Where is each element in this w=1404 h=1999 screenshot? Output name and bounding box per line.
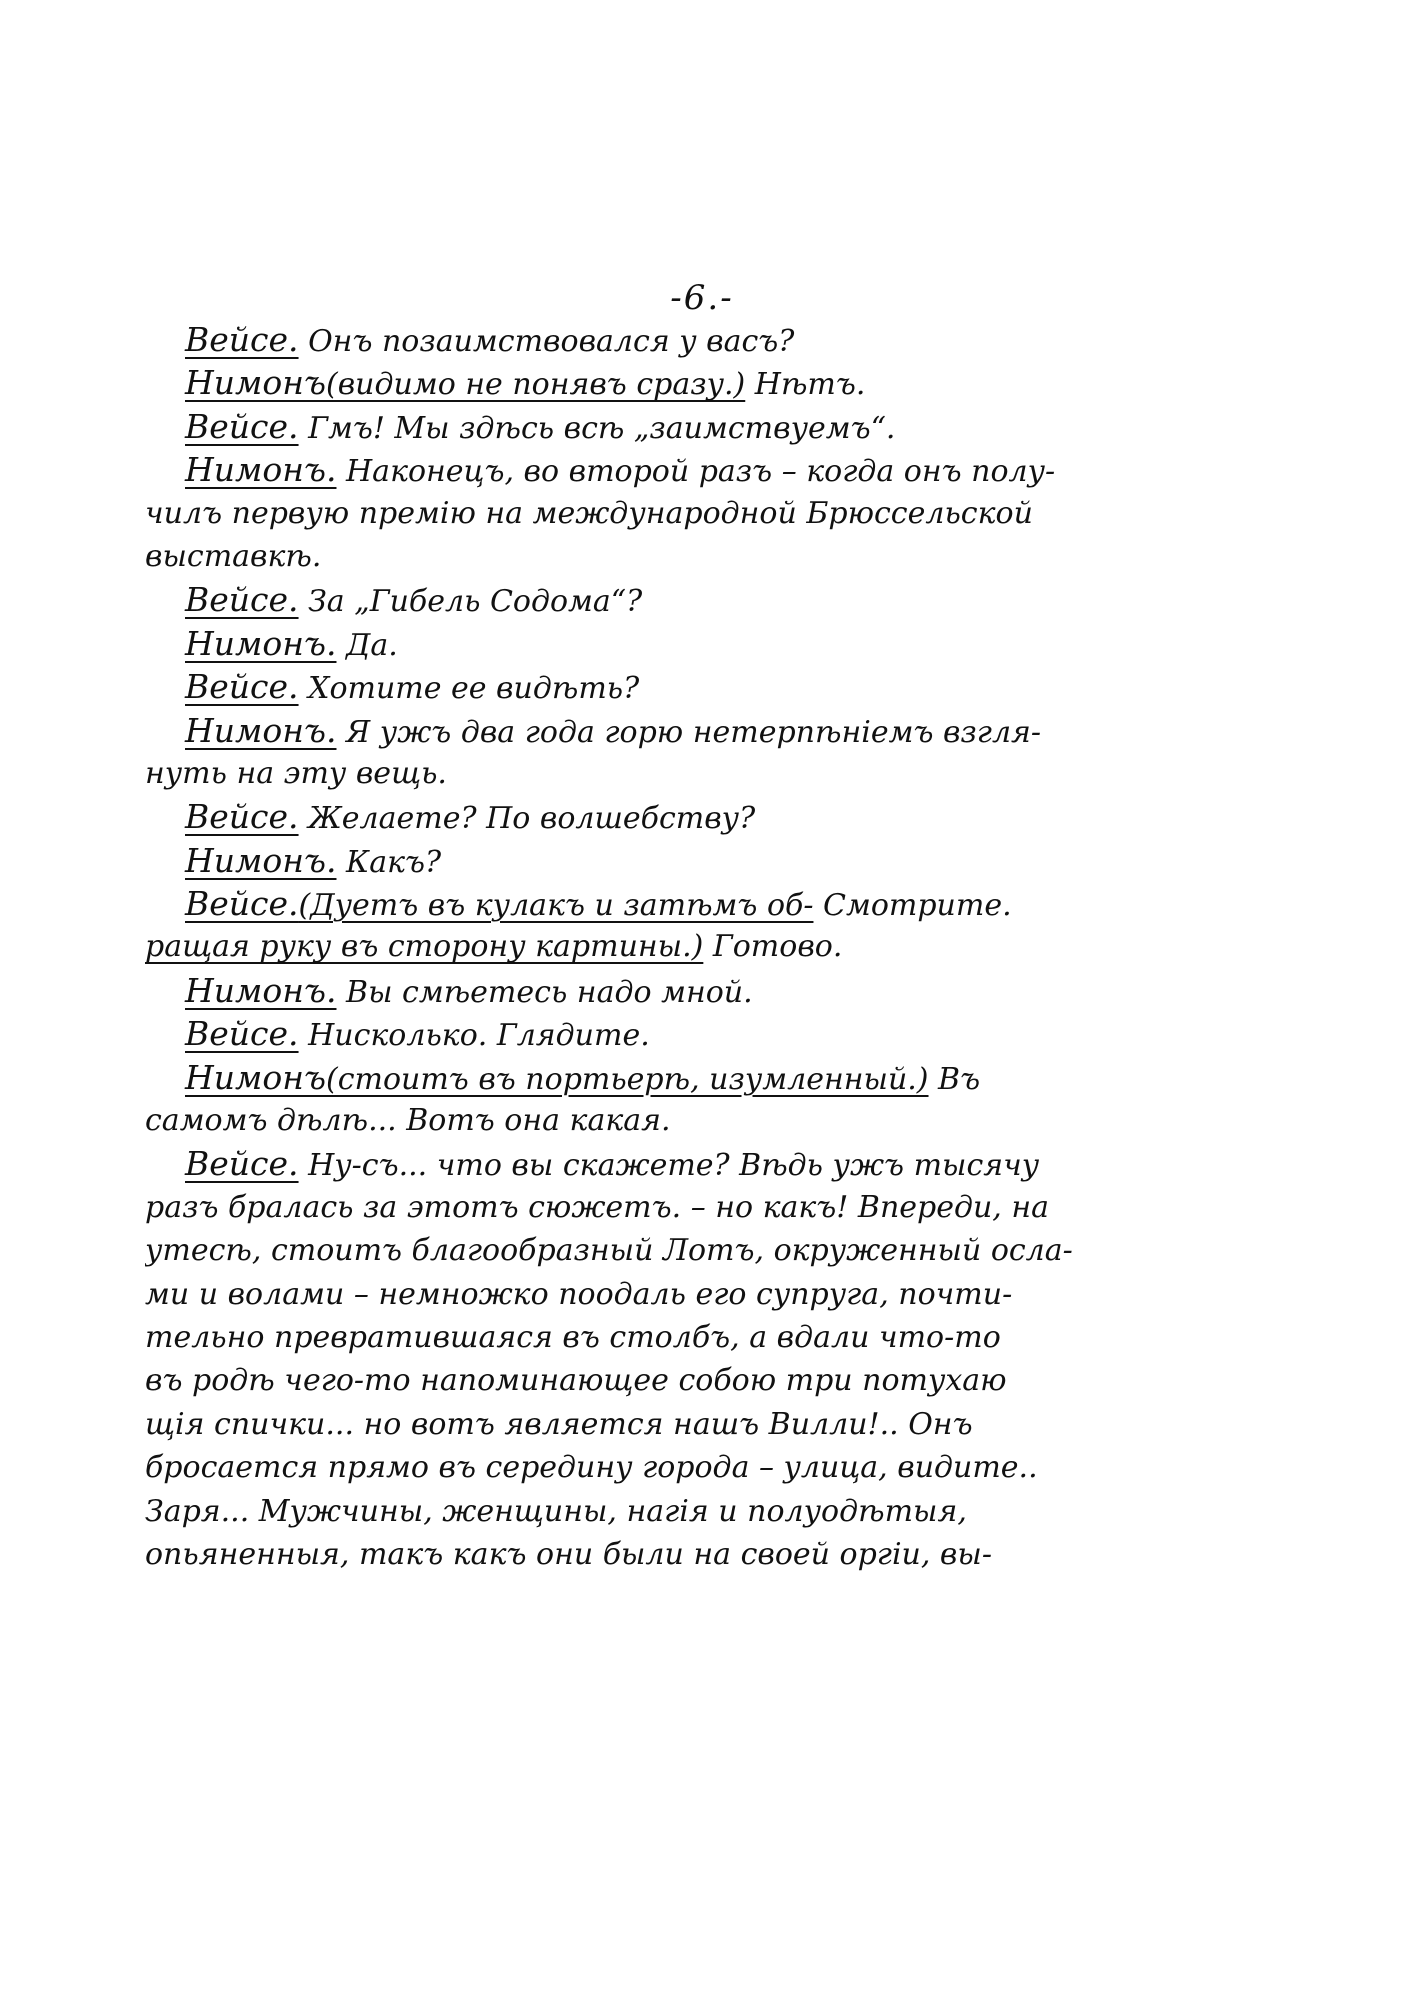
line-text: выставкѣ. <box>145 538 322 574</box>
text-line <box>145 578 1275 621</box>
speaker-name: Нимонъ. <box>185 840 337 880</box>
line-text: тельно превратившаяся въ столбъ, а вдали что-то <box>145 1319 1001 1355</box>
text-line <box>145 1446 1275 1489</box>
line-text: Вы смѣетесь надо мной. <box>336 974 753 1010</box>
speaker-name: Вейсе. <box>185 406 299 446</box>
text-line <box>145 535 1275 578</box>
text-line <box>145 1490 1275 1533</box>
line-text: Наконецъ, во второй разъ – когда онъ полу- <box>336 454 1056 490</box>
text-line <box>145 405 1275 448</box>
line-text: За „Гибель Содома“? <box>298 584 643 620</box>
page-number: -6.- <box>670 278 734 318</box>
line-text: Онъ позаимствовался у васъ? <box>298 324 795 359</box>
speaker-name: Нимонъ. <box>185 623 337 663</box>
line-text: Въ <box>928 1061 981 1097</box>
text-line <box>145 752 1275 795</box>
line-text: Готово. <box>703 929 843 965</box>
line-text: Гмъ! Мы здѣсь всѣ „заимствуемъ“. <box>298 410 896 446</box>
line-text: Я ужъ два года горю нетерпѣніемъ взгля- <box>336 714 1042 750</box>
line-text: Хотите ее видѣть? <box>298 671 640 707</box>
text-line <box>145 1012 1275 1055</box>
speaker-name: Вейсе. <box>185 667 299 707</box>
line-text: утесѣ, стоитъ благообразный Лотъ, окруженный осла- <box>145 1233 1073 1269</box>
stage-direction: (стоитъ въ портьерѣ, изумленный.) <box>326 1061 929 1097</box>
manuscript-text <box>145 318 1275 1576</box>
line-text: нуть на эту вещь. <box>145 755 447 791</box>
text-line <box>145 318 1275 361</box>
stage-direction: (Дуетъ въ кулакъ и затѣмъ об- <box>298 888 814 924</box>
text-line <box>145 1142 1275 1185</box>
text-line <box>145 622 1275 665</box>
text-line <box>145 1403 1275 1446</box>
text-line <box>145 1186 1275 1229</box>
speaker-name: Нимонъ. <box>185 970 337 1010</box>
text-line <box>145 1099 1275 1142</box>
speaker-name: Нимонъ. <box>185 710 337 750</box>
speaker-name: Вейсе. <box>185 884 299 924</box>
text-line <box>145 1533 1275 1576</box>
text-line <box>145 882 1275 925</box>
text-line <box>145 795 1275 838</box>
line-text: Смотрите. <box>813 888 1012 924</box>
line-text: Да. <box>336 627 398 663</box>
line-text: самомъ дѣлѣ... Вотъ она какая. <box>145 1103 671 1139</box>
stage-direction: ращая руку въ сторону картины.) <box>145 929 704 965</box>
line-text: Какъ? <box>336 844 442 880</box>
text-line <box>145 839 1275 882</box>
line-text: чилъ первую премію на международной Брюссельской <box>145 495 1033 531</box>
line-text: Нѣтъ. <box>745 367 866 403</box>
line-text: щія спички... но вотъ является нашъ Вилли!.. Онъ <box>145 1406 973 1442</box>
text-line <box>145 1359 1275 1402</box>
line-text: въ родѣ чего-то напоминающее собою три потухаю <box>145 1363 1007 1399</box>
speaker-name: Нимонъ <box>185 363 326 403</box>
text-line <box>145 925 1275 968</box>
line-text: бросается прямо въ середину города – улица, видите.. <box>145 1450 1038 1486</box>
line-text: Желаете? По волшебству? <box>298 801 756 837</box>
line-text: ми и волами – немножко поодаль его супруга, почти- <box>145 1276 1013 1312</box>
text-line <box>145 1316 1275 1359</box>
line-text: Нисколько. Глядите. <box>298 1018 650 1054</box>
speaker-name: Вейсе. <box>185 1144 299 1184</box>
text-line <box>145 1273 1275 1316</box>
speaker-name: Нимонъ <box>185 1057 326 1097</box>
text-line <box>145 665 1275 708</box>
line-text: разъ бралась за этотъ сюжетъ. – но какъ! Впереди, на <box>145 1189 1050 1225</box>
text-line <box>145 709 1275 752</box>
speaker-name: Нимонъ. <box>185 450 337 490</box>
speaker-name: Вейсе. <box>185 580 299 620</box>
line-text: Заря... Мужчины, женщины, нагія и полуодѣтыя, <box>145 1493 967 1529</box>
text-line <box>145 448 1275 491</box>
line-text: Ну-съ... что вы скажете? Вѣдь ужъ тысячу <box>298 1148 1040 1184</box>
text-line <box>145 1229 1275 1272</box>
text-line <box>145 1056 1275 1099</box>
text-line <box>145 492 1275 535</box>
text-line <box>145 969 1275 1012</box>
stage-direction: (видимо не понявъ сразу.) <box>326 367 746 403</box>
line-text: опьяненныя, такъ какъ они были на своей оргіи, вы- <box>145 1536 992 1572</box>
text-line <box>145 361 1275 404</box>
speaker-name: Вейсе. <box>185 320 299 359</box>
speaker-name: Вейсе. <box>185 1014 299 1054</box>
speaker-name: Вейсе. <box>185 797 299 837</box>
